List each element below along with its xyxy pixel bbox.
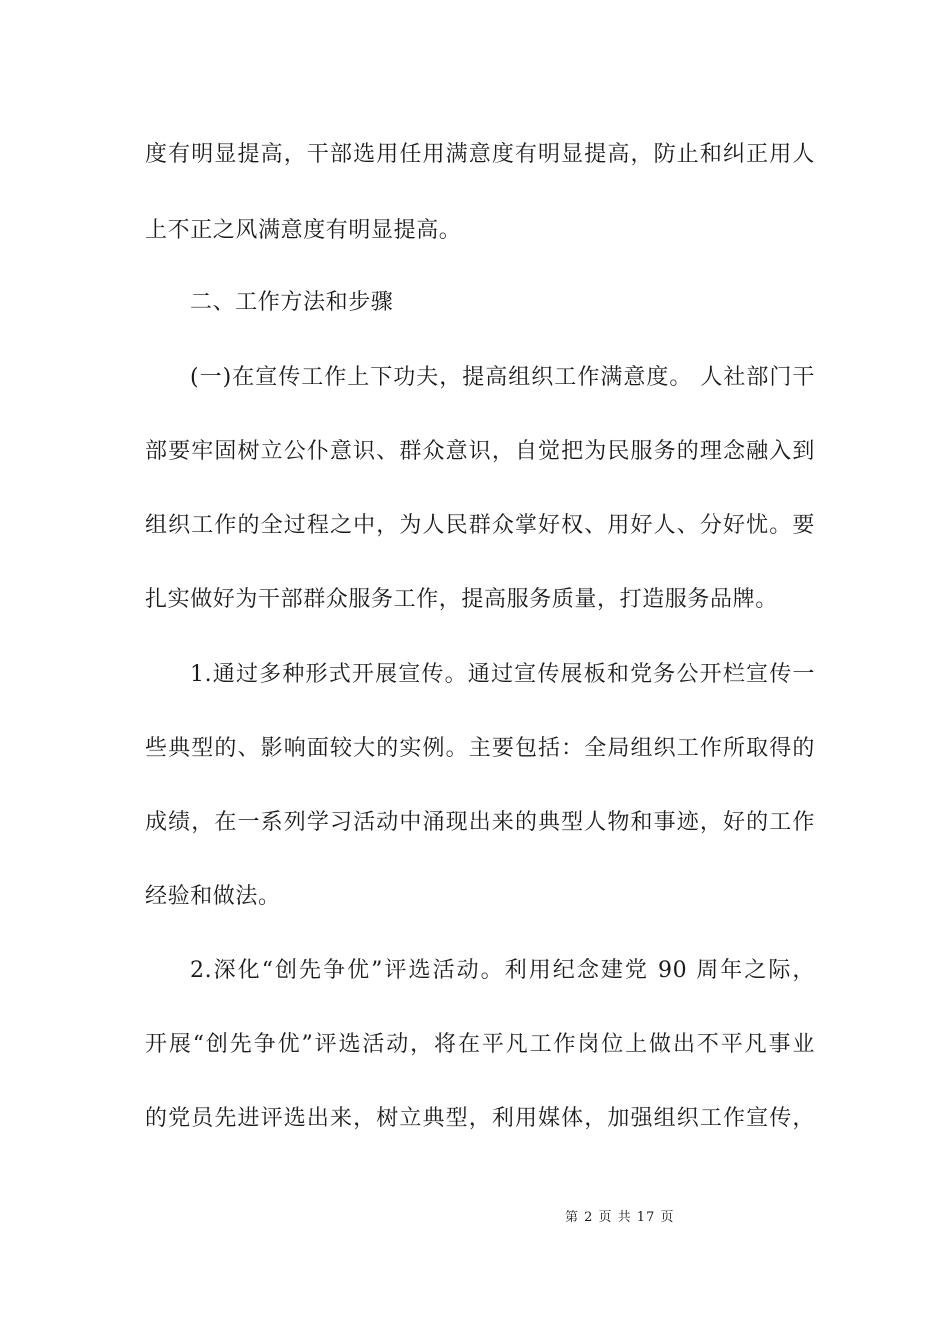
body-line-6: 组织工作的全过程之中，为人民群众掌好权、用好人、分好忧。要 xyxy=(145,513,815,538)
body-line-14: 的党员先进评选出来，树立典型，利用媒体，加强组织工作宣传， xyxy=(145,1106,815,1131)
body-line-13: 开展“创先争优”评选活动，将在平凡工作岗位上做出不平凡事业 xyxy=(145,1032,815,1057)
body-line-8: 1.通过多种形式开展宣传。通过宣传展板和党务公开栏宣传一 xyxy=(190,662,815,687)
body-line-11: 经验和做法。 xyxy=(145,884,281,909)
body-line-12: 2.深化“创先争优”评选活动。利用纪念建党 90 周年之际， xyxy=(190,958,815,983)
body-line-9: 些典型的、影响面较大的实例。主要包括：全局组织工作所取得的 xyxy=(145,736,815,761)
body-line-1: 度有明显提高，干部选用任用满意度有明显提高，防止和纠正用人 xyxy=(145,142,815,167)
page-number-footer: 第 2 页 共 17 页 xyxy=(565,1210,675,1225)
body-line-7: 扎实做好为干部群众服务工作，提高服务质量，打造服务品牌。 xyxy=(145,587,778,612)
section-heading: 二、工作方法和步骤 xyxy=(190,290,394,315)
body-line-5: 部要牢固树立公仆意识、群众意识，自觉把为民服务的理念融入到 xyxy=(145,439,815,464)
body-line-10: 成绩，在一系列学习活动中涌现出来的典型人物和事迹，好的工作 xyxy=(145,810,815,835)
body-line-2: 上不正之风满意度有明显提高。 xyxy=(145,218,462,243)
body-line-4: (一)在宣传工作上下功夫，提高组织工作满意度。 人社部门干 xyxy=(190,365,815,390)
